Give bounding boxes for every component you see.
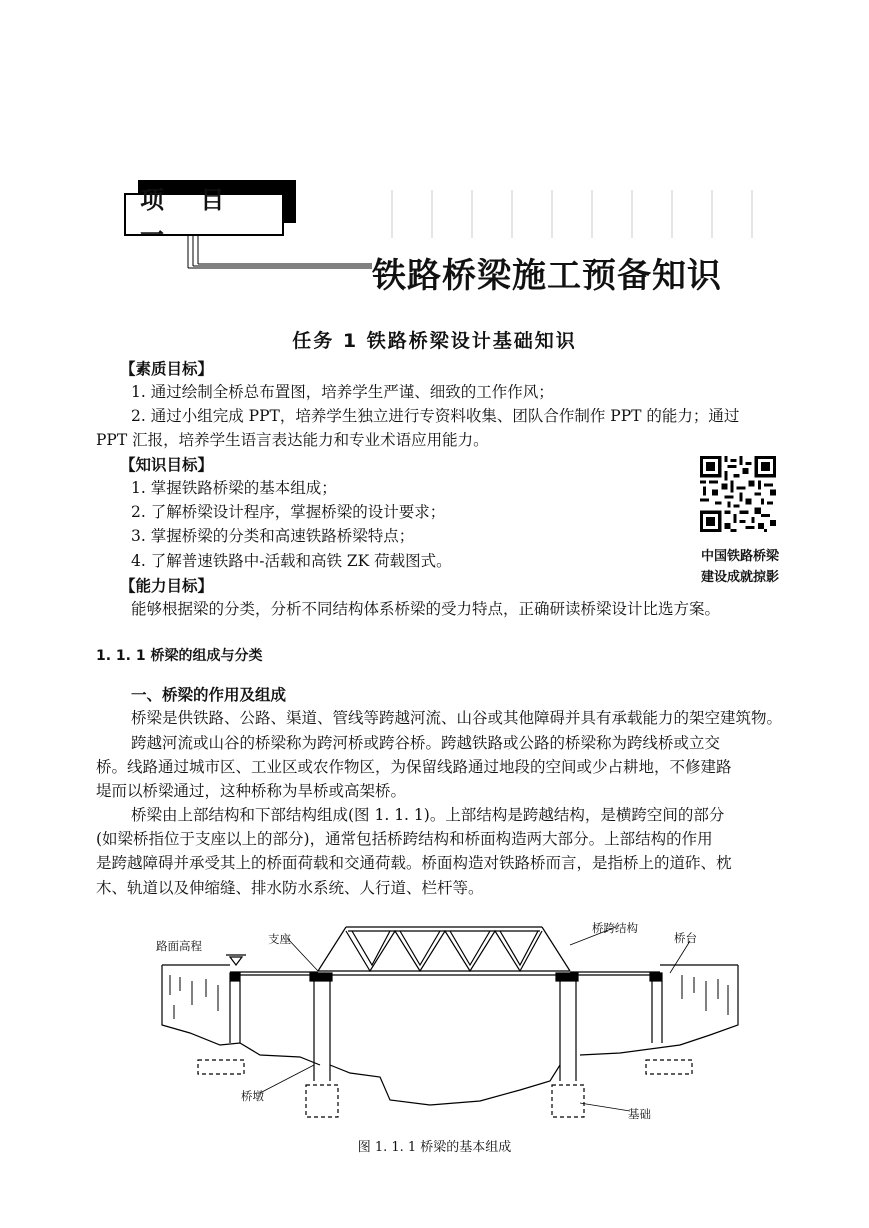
ability-objectives-heading: 【能力目标】 <box>120 576 214 595</box>
qr-code-icon[interactable] <box>700 456 776 532</box>
body-paragraph-3-line-2: (如梁桥指位于支座以上的部分)，通常包括桥跨结构和桥面构造两大部分。上部结构的作用 <box>96 830 713 848</box>
project-title: 铁路桥梁施工预备知识 <box>372 256 722 296</box>
qr-caption-line-2: 建设成就掠影 <box>700 570 779 585</box>
project-connector-lines <box>186 236 376 272</box>
quality-objectives-heading: 【素质目标】 <box>120 359 214 378</box>
label-foundation: 基础 <box>628 1107 651 1121</box>
knowledge-objective-4: 4. 了解普速铁路中-活载和高铁 ZK 荷载图式。 <box>131 552 452 570</box>
knowledge-objective-1: 1. 掌握铁路桥梁的基本组成； <box>131 479 337 497</box>
task-title: 任务 1 铁路桥梁设计基础知识 <box>292 330 577 352</box>
figure-caption: 图 1. 1. 1 桥梁的基本组成 <box>357 1140 512 1155</box>
qr-caption <box>688 546 792 588</box>
body-paragraph-3-line-3: 是跨越障碍并承受其上的桥面荷载和交通荷载。桥面构造对铁路桥而言，是指桥上的道砟、枕 <box>96 854 732 872</box>
label-abutment: 桥台 <box>674 931 697 945</box>
label-road-level: 路面高程 <box>156 939 202 953</box>
quality-objective-2b: PPT 汇报，培养学生语言表达能力和专业术语应用能力。 <box>96 431 489 449</box>
subsection-heading: 一、桥梁的作用及组成 <box>131 685 287 704</box>
quality-objective-2a: 2. 通过小组完成 PPT，培养学生独立进行专资料收集、团队合作制作 PPT 的能力；通过 <box>131 407 740 425</box>
body-paragraph-1: 桥梁是供铁路、公路、渠道、管线等跨越河流、山谷或其他障碍并具有承载能力的架空建筑物。 <box>131 709 783 727</box>
body-paragraph-2-line-2: 桥。线路通过城市区、工业区或农作物区，为保留线路通过地段的空间或少占耕地，不修建路 <box>96 758 732 776</box>
body-paragraph-3-line-4: 木、轨道以及伸缩缝、排水防水系统、人行道、栏杆等。 <box>96 879 484 897</box>
body-paragraph-2-line-3: 堤而以桥梁通过，这种桥称为旱桥或高架桥。 <box>96 782 407 800</box>
title-decoration-bars <box>372 190 772 238</box>
knowledge-objectives-heading: 【知识目标】 <box>120 455 214 474</box>
qr-caption-line-1: 中国铁路桥梁 <box>700 549 779 564</box>
body-paragraph-2-line-1: 跨越河流或山谷的桥梁称为跨河桥或跨谷桥。跨越铁路或公路的桥梁称为跨线桥或立交 <box>131 734 721 752</box>
project-badge: 项 目 一 <box>124 193 284 236</box>
quality-objective-1: 1. 通过绘制全桥总布置图，培养学生严谨、细致的工作作风； <box>131 383 554 401</box>
knowledge-objective-2: 2. 了解桥梁设计程序，掌握桥梁的设计要求； <box>131 503 446 521</box>
knowledge-objective-3: 3. 掌握桥梁的分类和高速铁路桥梁特点； <box>131 527 415 545</box>
body-paragraph-3-line-1: 桥梁由上部结构和下部结构组成(图 1. 1. 1)。上部结构是跨越结构，是横跨空间的部分 <box>131 806 725 824</box>
ability-objective-1: 能够根据梁的分类，分析不同结构体系桥梁的受力特点，正确研读桥梁设计比选方案。 <box>131 600 721 618</box>
bridge-diagram <box>150 915 750 1125</box>
label-bearing: 支座 <box>268 932 291 946</box>
label-span-structure: 桥跨结构 <box>592 921 638 935</box>
label-pier: 桥墩 <box>241 1089 264 1103</box>
section-heading: 1. 1. 1 桥梁的组成与分类 <box>96 648 263 664</box>
